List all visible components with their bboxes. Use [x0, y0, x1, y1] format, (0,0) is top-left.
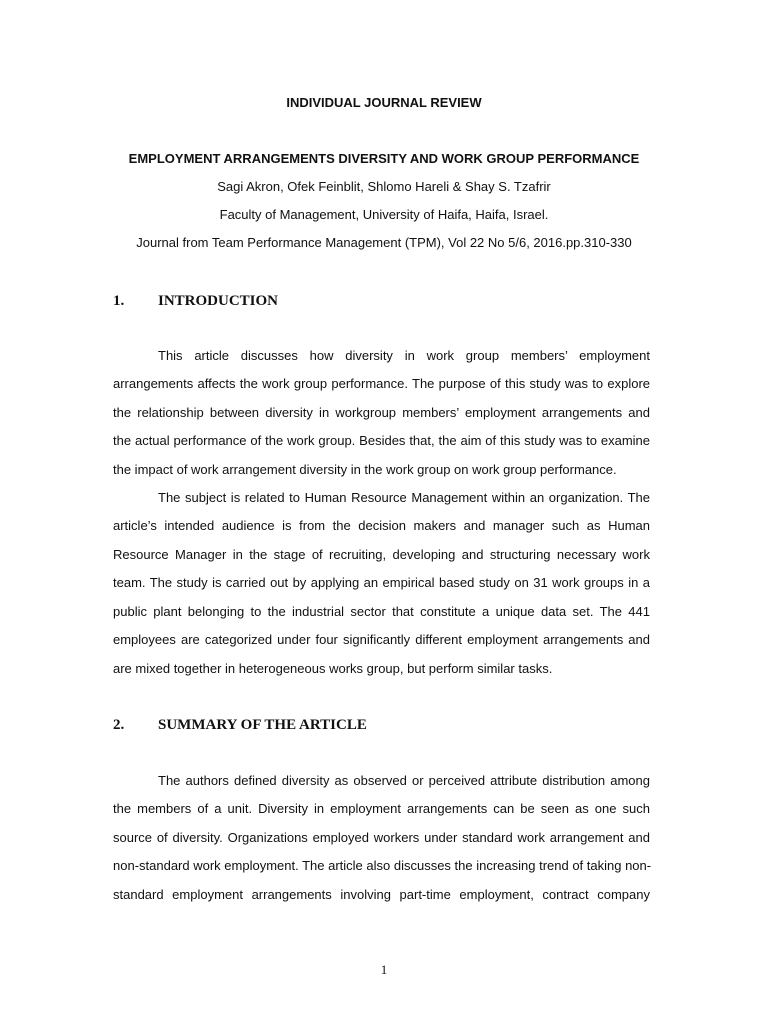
section-heading-summary — [113, 716, 367, 734]
paragraph-line: arrangements affects the work group performance. The purpose of this study was to explore — [113, 376, 650, 391]
paragraph-line: This article discusses how diversity in work group members’ employment — [158, 348, 650, 363]
article-title: EMPLOYMENT ARRANGEMENTS DIVERSITY AND WORK GROUP PERFORMANCE — [128, 151, 640, 166]
affiliation: Faculty of Management, University of Haifa, Haifa, Israel. — [219, 207, 549, 222]
authors: Sagi Akron, Ofek Feinblit, Shlomo Hareli & Shay S. Tzafrir — [217, 179, 551, 194]
paragraph-line: the relationship between diversity in workgroup members’ employment arrangements and — [113, 405, 650, 420]
paragraph-line: employees are categorized under four significantly different employment arrangements and — [113, 632, 650, 647]
paragraph-line: public plant belonging to the industrial sector that constitute a unique data set. The 441 — [113, 604, 650, 619]
paragraph-line: article’s intended audience is from the decision makers and manager such as Human — [113, 518, 650, 533]
paragraph-line: the actual performance of the work group. Besides that, the aim of this study was to examine — [113, 433, 650, 448]
paragraph-line: the impact of work arrangement diversity in the work group on work group performance. — [113, 462, 617, 477]
section-number: 1. — [113, 293, 125, 309]
paragraph-line: Resource Manager in the stage of recruiting, developing and structuring necessary work — [113, 547, 650, 562]
page-number: 1 — [380, 962, 388, 977]
paragraph-line: standard employment arrangements involving part-time employment, contract company — [113, 887, 650, 902]
paragraph-line: are mixed together in heterogeneous works group, but perform similar tasks. — [113, 661, 553, 676]
journal-citation: Journal from Team Performance Management (TPM), Vol 22 No 5/6, 2016.pp.310-330 — [136, 235, 632, 250]
section-title: SUMMARY OF THE ARTICLE — [158, 717, 367, 733]
paragraph-line: source of diversity. Organizations employed workers under standard work arrangement and — [113, 830, 650, 845]
paragraph-line: The subject is related to Human Resource Management within an organization. The — [158, 490, 650, 505]
review-title: INDIVIDUAL JOURNAL REVIEW — [286, 95, 482, 110]
section-number: 2. — [113, 717, 125, 733]
section-title: INTRODUCTION — [158, 293, 279, 309]
paragraph-line: the members of a unit. Diversity in employment arrangements can be seen as one such — [113, 801, 650, 816]
section-heading-introduction — [113, 292, 278, 310]
paragraph-line: team. The study is carried out by applying an empirical based study on 31 work groups in a — [113, 575, 650, 590]
paragraph-line: The authors defined diversity as observed or perceived attribute distribution among — [158, 773, 650, 788]
paragraph-line: non-standard work employment. The article also discusses the increasing trend of taking non- — [113, 858, 652, 873]
